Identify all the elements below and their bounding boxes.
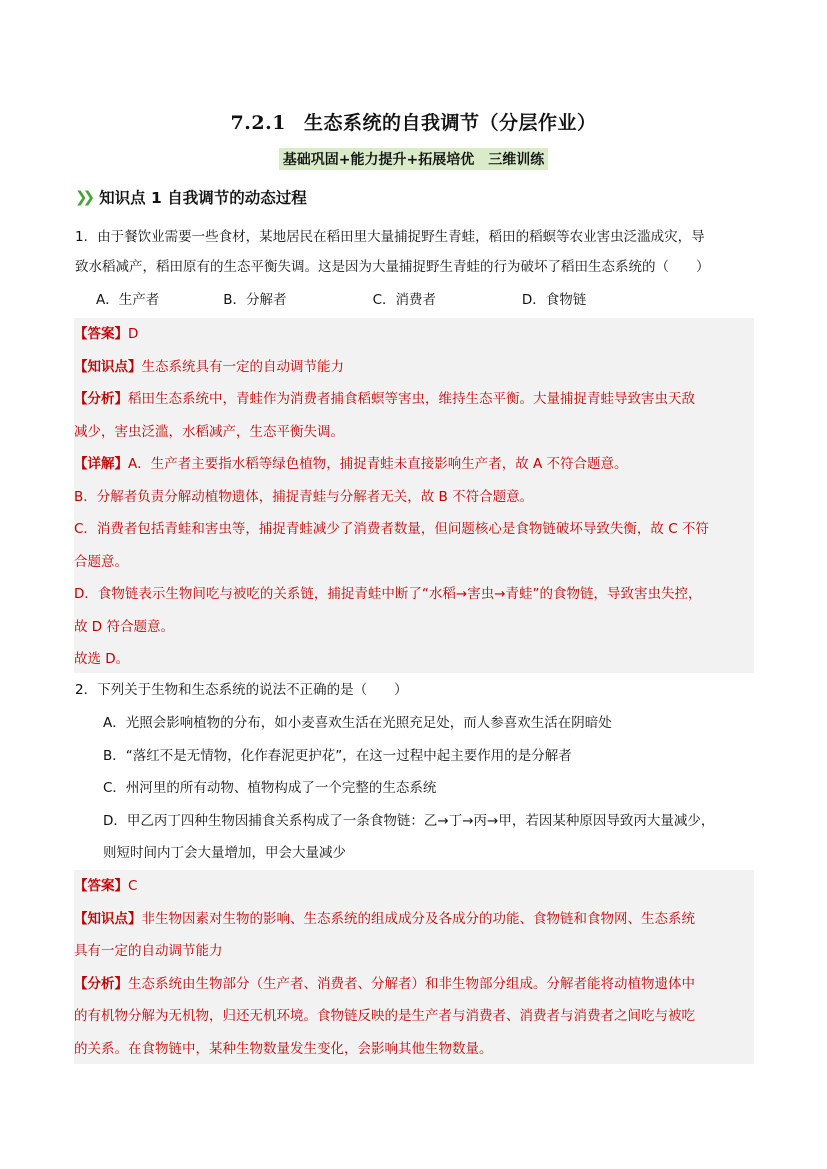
question-2-stem: 2．下列关于生物和生态系统的说法不正确的是（ ） bbox=[75, 682, 408, 698]
page-title bbox=[0, 108, 827, 135]
analysis-line-1: 稻田生态系统中，青蛙作为消费者捕食稻螟等害虫，维持生态平衡。大量捕捉青蛙导致害虫天敌 bbox=[128, 391, 695, 407]
question-2-option-d-1: D．甲乙丙丁四种生物因捕食关系构成了一条食物链：乙→丁→丙→甲，若因某种原因导致丙大量减少， bbox=[103, 813, 715, 829]
answer-tag: 【答案】 bbox=[74, 878, 128, 894]
detail-c-1: C．消费者包括青蛙和害虫等，捕捉青蛙减少了消费者数量，但问题核心是食物链破坏导致失衡，故 C 不符 bbox=[74, 521, 709, 537]
detail-d-2: 故 D 符合题意。 bbox=[74, 618, 174, 635]
detail-a: A．生产者主要指水稻等绿色植物，捕捉青蛙未直接影响生产者，故 A 不符合题意。 bbox=[128, 456, 628, 472]
knowledge-tag: 【知识点】 bbox=[74, 910, 142, 927]
knowledge-line-1: 非生物因素对生物的影响、生态系统的组成成分及各成分的功能、食物链和食物网、生态系统 bbox=[141, 910, 695, 927]
question-2-option-a: A．光照会影响植物的分布，如小麦喜欢生活在光照充足处，而人参喜欢生活在阴暗处 bbox=[103, 715, 612, 731]
question-1-stem bbox=[75, 222, 755, 282]
answer-value: D bbox=[128, 326, 139, 342]
question-1-options bbox=[96, 285, 586, 315]
title-number: 7.2.1 bbox=[230, 112, 286, 134]
option-c: C．消费者 bbox=[372, 292, 437, 308]
option-d: D．食物链 bbox=[521, 292, 587, 308]
detail-tag: 【详解】 bbox=[74, 456, 128, 472]
conclusion: 故选 D。 bbox=[74, 651, 130, 667]
question-2-option-c: C．州河里的所有动物、植物构成了一个完整的生态系统 bbox=[103, 780, 437, 796]
analysis-line-1: 生态系统由生物部分（生产者、消费者、分解者）和非生物部分组成。分解者能将动植物遗体中 bbox=[128, 975, 695, 992]
detail-b: B．分解者负责分解动植物遗体，捕捉青蛙与分解者无关，故 B 不符合题意。 bbox=[74, 488, 534, 505]
double-chevron-icon: ❯❯ bbox=[75, 188, 91, 206]
section-label: 知识点 1 自我调节的动态过程 bbox=[99, 189, 307, 207]
option-a: A．生产者 bbox=[96, 292, 160, 308]
question-2-option-b: B．“落红不是无情物，化作春泥更护花”，在这一过程中起主要作用的是分解者 bbox=[103, 748, 572, 764]
question-1-line-1: 1．由于餐饮业需要一些食材，某地居民在稻田里大量捕捉野生青蛙，稻田的稻螟等农业害虫泛滥成灾，导 bbox=[75, 229, 705, 245]
page-subtitle: 基础巩固+能力提升+拓展培优 三维训练 bbox=[279, 148, 548, 170]
analysis-line-2: 的有机物分解为无机物，归还无机环境。食物链反映的是生产者与消费者、消费者与消费者之间吃与被吃 bbox=[74, 1008, 695, 1024]
question-2-answer-box bbox=[74, 870, 754, 1064]
question-1-answer-box bbox=[74, 318, 754, 673]
analysis-tag: 【分析】 bbox=[74, 975, 128, 992]
analysis-tag: 【分析】 bbox=[74, 391, 128, 407]
answer-tag: 【答案】 bbox=[74, 326, 128, 342]
analysis-line-3: 的关系。在食物链中，某种生物数量发生变化，会影响其他生物数量。 bbox=[74, 1040, 493, 1057]
title-text: 生态系统的自我调节（分层作业） bbox=[303, 112, 597, 134]
answer-value: C bbox=[128, 878, 138, 894]
question-1-line-2: 致水稻减产，稻田原有的生态平衡失调。这是因为大量捕捉野生青蛙的行为破坏了稻田生态系统的（ ） bbox=[75, 259, 710, 275]
knowledge-text: 生态系统具有一定的自动调节能力 bbox=[141, 358, 344, 375]
option-b: B．分解者 bbox=[223, 292, 287, 308]
question-2-option-d-2: 则短时间内丁会大量增加，甲会大量减少 bbox=[103, 845, 346, 861]
analysis-line-2: 减少，害虫泛滥，水稻减产，生态平衡失调。 bbox=[74, 423, 344, 440]
detail-d-1: D．食物链表示生物间吃与被吃的关系链，捕捉青蛙中断了“水稻→害虫→青蛙”的食物链，导致害虫失控， bbox=[74, 586, 702, 602]
knowledge-tag: 【知识点】 bbox=[74, 358, 142, 375]
detail-c-2: 合题意。 bbox=[74, 553, 128, 570]
section-heading bbox=[75, 186, 307, 208]
knowledge-line-2: 具有一定的自动调节能力 bbox=[74, 943, 223, 959]
